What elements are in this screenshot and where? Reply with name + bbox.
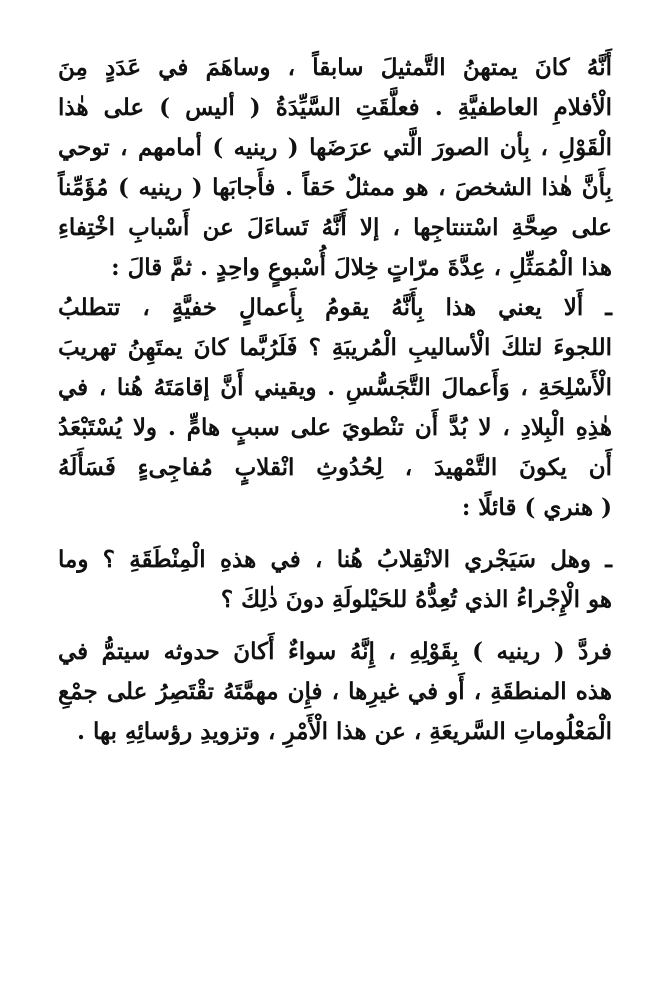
- text-line: الْمَعْلُوماتِ السَّريعَةِ ، عن هذا الْأَمْرِ ، وتزويدِ رؤسائِهِ بها .: [77, 718, 612, 745]
- page-text: [58, 48, 612, 752]
- paragraph-4: [58, 632, 612, 752]
- paragraph-2: [58, 288, 612, 528]
- text-line: على صِحَّةِ اسْتنتاجِها ، إلا أَنَّهُ تَساءَلَ عن أَسْبابِ اخْتِفاءِ: [58, 214, 612, 241]
- text-line: هٰذِهِ الْبِلادِ ، لا بُدَّ أَن تنْطويَ على سببٍ هامٍّ . ولا يُسْتَبْعَدُ: [58, 414, 612, 441]
- paragraph-1: [58, 48, 612, 288]
- text-line: فردَّ ( رينيه ) بِقَوْلِهِ ، إِنَّهُ سواءٌ أَكانَ حدوثه سيتمُّ في: [58, 638, 612, 665]
- text-line: ( هنري ) قائلًا :: [461, 494, 612, 521]
- text-line: اللجوءَ لتلكَ الْأساليبِ الْمُريبَةِ ؟ فَلَرُبَّما كانَ يمتَهِنُ تهريبَ: [58, 334, 612, 361]
- text-line: الْأَسْلِحَةِ ، وَأَعمالَ التَّجَسُّسِ . ويقيني أَنَّ إقامَتَهُ هُنا ، في: [58, 374, 612, 401]
- text-line: ـ وهل سَيَجْري الانْقِلابُ هُنا ، في هذهِ الْمِنْطَقَةِ ؟ وما: [58, 546, 612, 573]
- text-line: بِأَنَّ هٰذا الشخصَ ، هو ممثلٌ حَقاً . فأَجابَها ( رينيه ) مُؤَمِّناً: [58, 174, 612, 201]
- text-line: ـ أَلا يعني هذا بِأَنَّهُ يقومُ بِأَعمالٍ خفيَّةٍ ، تتطلبُ: [58, 294, 612, 321]
- text-line: هو الْإِجْراءُ الذي تُعِدُّهُ للحَيْلولَةِ دونَ ذٰلِكَ ؟: [220, 586, 612, 613]
- text-line: الْقَوْلِ ، بِأن الصورَ الَّتي عرَضَها ( رينيه ) أمامهم ، توحي: [58, 134, 612, 161]
- text-line: أَن يكونَ التَّمْهيدَ ، لِحُدُوثِ انْقلابٍ مُفاجِىءٍ فَسَأَلَهُ: [58, 454, 612, 481]
- paragraph-3: [58, 540, 612, 620]
- text-line: أَنَّهُ كانَ يمتهنُ التَّمثيلَ سابقاً ، وساهَمَ في عَدَدٍ مِنَ: [58, 54, 612, 81]
- text-line: هذا الْمُمَثِّلِ ، عِدَّةَ مرّاتٍ خِلالَ أُسْبوعٍ واحِدٍ . ثمَّ قالَ :: [111, 254, 612, 281]
- text-line: هذه المنطقَةِ ، أَو في غيرِها ، فإِن مهمَّتَهُ تقْتَصِرُ على جمْعِ: [58, 678, 612, 705]
- text-line: الْأفلامِ العاطفيَّةِ . فعلَّقَتِ السَّيِّدَةُ ( أليس ) على هٰذا: [58, 94, 612, 121]
